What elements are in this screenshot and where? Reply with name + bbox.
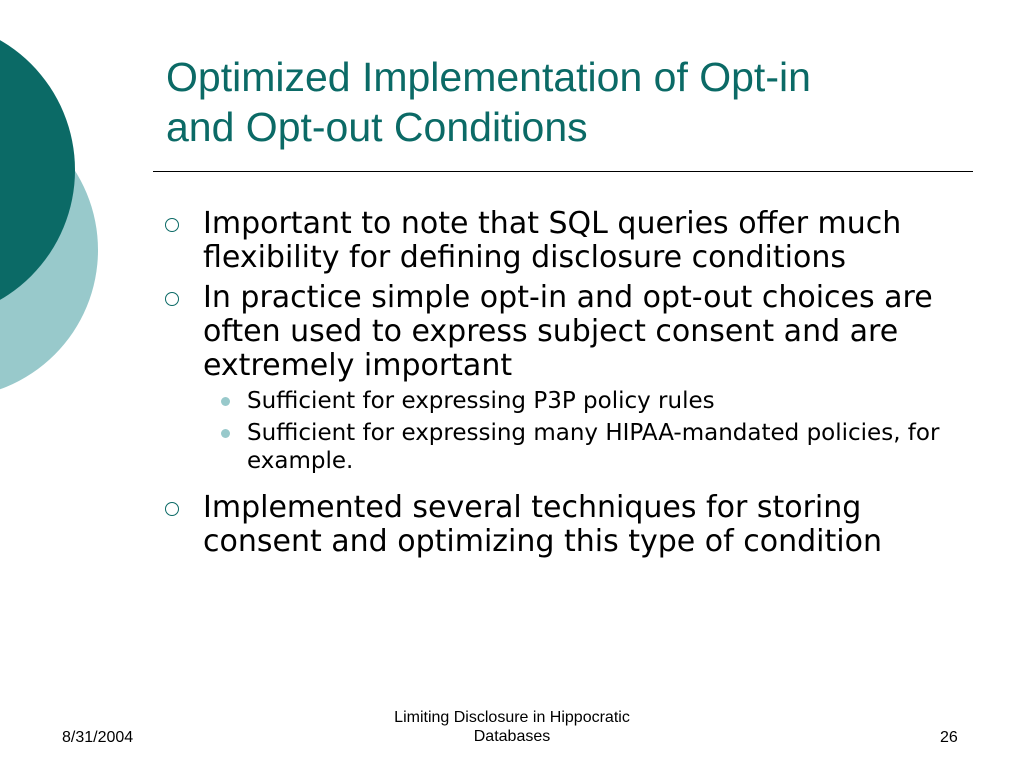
bullet-text: In practice simple opt-in and opt-out choices are often used to express subject consent and are extremely important [203, 280, 933, 383]
slide-number: 26 [940, 729, 958, 746]
footer-title [340, 708, 684, 746]
dot-bullet-icon [221, 397, 230, 406]
hollow-circle-bullet-icon [165, 292, 179, 306]
bullet-item [165, 491, 965, 559]
bullet-item [165, 281, 965, 383]
sub-bullet-list [165, 387, 965, 475]
sub-bullet-text: Sufficient for expressing P3P policy rules [247, 388, 715, 414]
hollow-circle-bullet-icon [165, 502, 179, 516]
slide-title-line-2: and Opt-out Conditions [166, 104, 588, 150]
sub-bullet-item [203, 387, 965, 415]
dot-bullet-icon [221, 429, 230, 438]
footer-date: 8/31/2004 [62, 729, 134, 746]
title-divider [153, 171, 973, 172]
footer-title-line-2: Databases [473, 728, 551, 745]
sub-bullet-text: Sufficient for expressing many HIPAA-mandated policies, for example. [247, 420, 940, 474]
decorative-circles [0, 0, 110, 420]
slide-content [165, 207, 965, 565]
bullet-text: Implemented several techniques for storing consent and optimizing this type of condition [203, 490, 882, 559]
slide-title-line-1: Optimized Implementation of Opt-in [166, 54, 811, 100]
bullet-text: Important to note that SQL queries offer much flexibility for defining disclosure conditions [203, 206, 902, 275]
sub-bullet-item [203, 419, 965, 475]
slide-title [166, 52, 986, 152]
footer-title-line-1: Limiting Disclosure in Hippocratic [394, 709, 630, 726]
bullet-item [165, 207, 965, 275]
hollow-circle-bullet-icon [165, 218, 179, 232]
